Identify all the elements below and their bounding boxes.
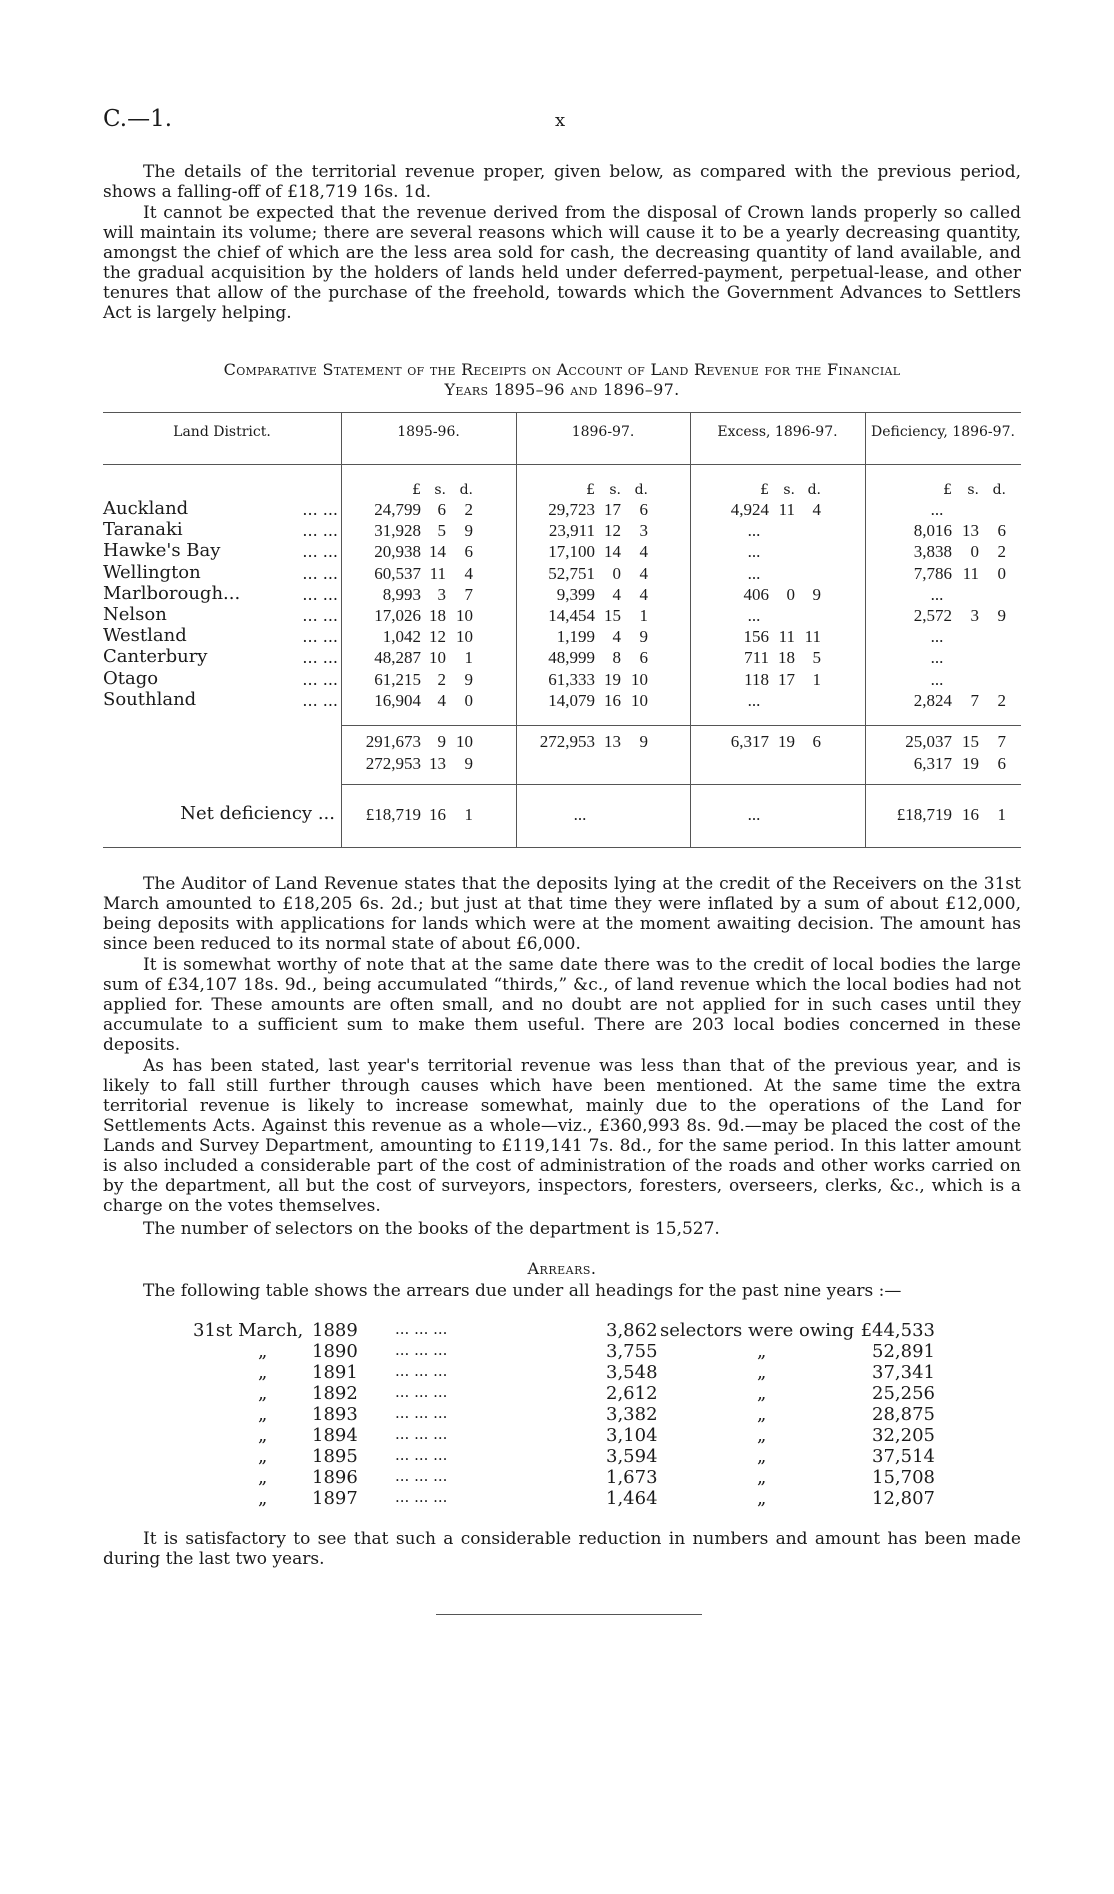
table-bottom-rule	[103, 847, 1021, 848]
row-hawke-s-bay-1896-97-pence: 4	[639, 542, 648, 562]
arrears-ditto: „	[258, 1341, 268, 1362]
row-auckland-1896-97-shillings: 17	[604, 500, 621, 519]
arrears-selectors: 3,594	[606, 1446, 658, 1467]
row-auckland-dots: ... ...	[302, 500, 338, 519]
arrears-conclusion: It is satisfactory to see that such a considerable reduction in numbers and amount has been made during the last two years.	[103, 1529, 1021, 1569]
total-1895-96-pence: 10	[456, 732, 473, 751]
row-westland-district: Westland	[103, 625, 187, 647]
less-excess-shillings: 19	[962, 754, 979, 773]
row-nelson-excess-blank: ...	[747, 606, 761, 625]
header-deficiency: Deficiency, 1896-97.	[871, 424, 1015, 440]
row-southland-deficiency-pence: 2	[997, 690, 1006, 710]
unit-pence: d.	[992, 482, 1006, 498]
row-marlborough-1895-96-pence: 7	[464, 584, 473, 604]
row-otago-1895-96-shillings: 2	[437, 669, 446, 689]
arrears-selectors: 3,755	[606, 1341, 658, 1362]
arrears-dots: ... ... ...	[395, 1467, 448, 1485]
row-southland-deficiency-shillings: 7	[970, 690, 979, 710]
row-southland-deficiency-pounds: 2,824	[913, 690, 952, 710]
row-southland-1896-97-pence: 10	[631, 690, 648, 710]
arrears-selectors: 2,612	[606, 1383, 658, 1404]
row-westland-1895-96-pounds: 1,042	[382, 627, 421, 647]
row-nelson-1896-97-shillings: 15	[604, 606, 621, 625]
less-1896-97-shillings: 13	[429, 754, 446, 773]
row-southland-1895-96-pence: 0	[464, 690, 473, 710]
row-taranaki-1896-97-pence: 3	[639, 521, 648, 541]
row-southland-1895-96-pounds: 16,904	[374, 690, 421, 710]
net-excess-blank: ...	[747, 805, 761, 824]
total-1895-96-shillings: 9	[437, 732, 446, 751]
unit-shilling: s.	[967, 482, 979, 498]
row-westland-1896-97-pence: 9	[639, 627, 648, 647]
net-deficiency-label: Net deficiency ...	[180, 803, 335, 824]
arrears-ditto: „	[757, 1425, 767, 1446]
row-otago-dots: ... ...	[302, 669, 338, 689]
arrears-selectors: 3,548	[606, 1362, 658, 1383]
row-auckland-1895-96-shillings: 6	[437, 500, 446, 519]
net-1895-96-shillings: 16	[429, 805, 446, 824]
header-excess: Excess, 1896-97.	[717, 424, 838, 440]
intro-paragraph-2: It cannot be expected that the revenue derived from the disposal of Crown lands properly so called will maintain its volume; there are several reasons which will cause it to be a yearly decreasing quantity, amongst the chief of which are the less area sold for cash, the decreasing quantity of land available, and the gradual acquisition by the holders of lands held under deferred-payment, perpetual-lease, and other tenures that allow of the purchase of the freehold, towards which the Government Advances to Settlers Act is largely helping.	[103, 203, 1021, 323]
arrears-ditto: „	[258, 1488, 268, 1509]
arrears-prefix: 31st March,	[193, 1320, 304, 1341]
row-wellington-1896-97-pounds: 52,751	[548, 563, 595, 583]
row-auckland-district: Auckland	[103, 498, 189, 519]
arrears-amount: 28,875	[872, 1404, 935, 1425]
arrears-ditto: „	[258, 1404, 268, 1425]
row-southland-district: Southland	[103, 688, 197, 710]
closing-rule	[436, 1614, 702, 1615]
less-1896-97-pounds: 272,953	[365, 754, 421, 773]
row-nelson-1896-97-pence: 1	[639, 606, 648, 625]
arrears-year: 1890	[312, 1341, 358, 1362]
arrears-ditto: „	[258, 1383, 268, 1404]
row-nelson-dots: ... ...	[302, 606, 338, 625]
row-marlborough-1896-97-pounds: 9,399	[556, 584, 595, 604]
total-1896-97-shillings: 13	[604, 732, 621, 751]
row-auckland-excess-pence: 4	[812, 500, 821, 519]
row-taranaki-1896-97-shillings: 12	[604, 521, 621, 541]
arrears-dots: ... ... ...	[395, 1320, 448, 1338]
row-marlborough-excess-pounds: 406	[743, 584, 769, 604]
land-revenue-table	[103, 412, 1021, 848]
row-westland-excess-pence: 11	[804, 627, 821, 647]
row-canterbury-1895-96-pounds: 48,287	[374, 648, 421, 668]
row-hawke-s-bay-1896-97-pounds: 17,100	[548, 542, 595, 562]
net-deficiency-pence: 1	[997, 805, 1006, 824]
net-1895-96-pence: 1	[464, 805, 473, 824]
row-hawke-s-bay-1896-97-shillings: 14	[604, 542, 621, 562]
row-taranaki-deficiency-pence: 6	[997, 521, 1006, 541]
row-canterbury-1895-96-pence: 1	[464, 648, 473, 668]
row-wellington-deficiency-pence: 0	[997, 563, 1006, 583]
row-hawke-s-bay-district: Hawke's Bay	[103, 540, 221, 562]
row-southland-dots: ... ...	[302, 690, 338, 710]
arrears-ditto: „	[258, 1362, 268, 1383]
row-hawke-s-bay-excess-blank: ...	[747, 542, 761, 562]
row-westland-1896-97-pounds: 1,199	[556, 627, 595, 647]
row-taranaki-dots: ... ...	[302, 521, 338, 541]
row-otago-1896-97-shillings: 19	[604, 669, 621, 689]
row-hawke-s-bay-dots: ... ...	[302, 542, 338, 562]
row-wellington-deficiency-pounds: 7,786	[913, 563, 952, 583]
unit-shilling: s.	[434, 482, 446, 498]
row-canterbury-1896-97-pounds: 48,999	[548, 648, 595, 668]
total-1896-97-pence: 9	[639, 732, 648, 751]
arrears-ditto: „	[258, 1446, 268, 1467]
row-wellington-1896-97-shillings: 0	[612, 563, 621, 583]
arrears-amount: 15,708	[872, 1467, 935, 1488]
arrears-selectors: 1,464	[606, 1488, 658, 1509]
row-hawke-s-bay-deficiency-shillings: 0	[970, 542, 979, 562]
table-column-divider	[865, 412, 866, 848]
unit-shilling: s.	[783, 482, 795, 498]
unit-pound: £	[586, 482, 595, 498]
arrears-amount: 25,256	[872, 1383, 935, 1404]
arrears-selectors: 3,104	[606, 1425, 658, 1446]
row-nelson-1896-97-pounds: 14,454	[548, 606, 595, 625]
less-excess-pounds: 6,317	[913, 754, 952, 773]
header-1896-97: 1896-97.	[571, 424, 635, 440]
unit-shilling: s.	[609, 482, 621, 498]
row-wellington-excess-blank: ...	[747, 563, 761, 583]
arrears-selectors: 3,382	[606, 1404, 658, 1425]
row-nelson-district: Nelson	[103, 604, 167, 625]
row-nelson-deficiency-pence: 9	[997, 606, 1006, 625]
row-southland-1896-97-shillings: 16	[604, 690, 621, 710]
arrears-ditto: „	[258, 1425, 268, 1446]
row-southland-1896-97-pounds: 14,079	[548, 690, 595, 710]
row-taranaki-deficiency-shillings: 13	[962, 521, 979, 541]
row-canterbury-excess-pence: 5	[812, 648, 821, 668]
table-top-rule	[103, 412, 1021, 413]
body-paragraph-4: The number of selectors on the books of the department is 15,527.	[143, 1219, 720, 1239]
row-otago-excess-pence: 1	[812, 669, 821, 689]
page-number: x	[555, 110, 566, 131]
arrears-year: 1893	[312, 1404, 358, 1425]
row-marlborough-1895-96-shillings: 3	[437, 584, 446, 604]
arrears-dots: ... ... ...	[395, 1425, 448, 1443]
row-taranaki-excess-blank: ...	[747, 521, 761, 541]
unit-pound: £	[943, 482, 952, 498]
arrears-year: 1896	[312, 1467, 358, 1488]
row-marlborough-excess-pence: 9	[812, 584, 821, 604]
total-deficiency-pence: 7	[997, 732, 1006, 751]
arrears-dots: ... ... ...	[395, 1362, 448, 1380]
row-taranaki-deficiency-pounds: 8,016	[913, 521, 952, 541]
arrears-dots: ... ... ...	[395, 1488, 448, 1506]
row-otago-excess-shillings: 17	[778, 669, 795, 689]
total-excess-pounds: 6,317	[730, 732, 769, 751]
total-deficiency-shillings: 15	[962, 732, 979, 751]
row-otago-deficiency-blank: ...	[930, 669, 944, 689]
row-southland-excess-blank: ...	[747, 690, 761, 710]
body-paragraph-1: The Auditor of Land Revenue states that the deposits lying at the credit of the Receivers on the 31st March amounted to £18,205 6s. 2d.; but just at that time they were inflated by a sum of about £12,000, being deposits with applications for lands which were at the moment awaiting decision. The amount has since been reduced to its normal state of about £6,000.	[103, 874, 1021, 954]
row-hawke-s-bay-1895-96-shillings: 14	[429, 542, 446, 562]
row-auckland-1895-96-pence: 2	[464, 500, 473, 519]
header-land-district: Land District.	[173, 424, 271, 440]
arrears-year: 1892	[312, 1383, 358, 1404]
row-canterbury-1895-96-shillings: 10	[429, 648, 446, 668]
arrears-ditto: „	[757, 1446, 767, 1467]
row-marlborough-district: Marlborough...	[103, 582, 241, 604]
row-auckland-1895-96-pounds: 24,799	[374, 500, 421, 519]
arrears-year: 1889	[312, 1320, 358, 1341]
arrears-amount: 12,807	[872, 1488, 935, 1509]
arrears-ditto: „	[757, 1362, 767, 1383]
row-wellington-1895-96-shillings: 11	[429, 563, 446, 583]
row-canterbury-deficiency-blank: ...	[930, 648, 944, 668]
document-code: C.—1.	[103, 106, 173, 132]
total-deficiency-pounds: 25,037	[905, 732, 952, 751]
row-westland-excess-shillings: 11	[778, 627, 795, 647]
table-caption-line-1: Comparative Statement of the Receipts on Account of Land Revenue for the Financial	[223, 360, 901, 379]
arrears-year: 1894	[312, 1425, 358, 1446]
arrears-year: 1897	[312, 1488, 358, 1509]
arrears-dots: ... ... ...	[395, 1446, 448, 1464]
row-canterbury-district: Canterbury	[103, 646, 208, 668]
row-westland-excess-pounds: 156	[743, 627, 769, 647]
arrears-year: 1895	[312, 1446, 358, 1467]
row-westland-1895-96-shillings: 12	[429, 627, 446, 647]
row-wellington-1895-96-pence: 4	[464, 563, 473, 583]
row-otago-1896-97-pence: 10	[631, 669, 648, 689]
total-excess-shillings: 19	[778, 732, 795, 751]
row-hawke-s-bay-deficiency-pounds: 3,838	[913, 542, 952, 562]
arrears-ditto: „	[757, 1467, 767, 1488]
row-marlborough-excess-shillings: 0	[786, 584, 795, 604]
row-auckland-1896-97-pounds: 29,723	[548, 500, 595, 519]
arrears-ditto: „	[757, 1488, 767, 1509]
row-otago-district: Otago	[103, 667, 159, 689]
row-nelson-deficiency-shillings: 3	[970, 606, 979, 625]
row-marlborough-1896-97-pence: 4	[639, 584, 648, 604]
row-canterbury-dots: ... ...	[302, 648, 338, 668]
arrears-intro: The following table shows the arrears due under all headings for the past nine years :—	[143, 1281, 902, 1301]
table-header-rule	[103, 464, 1021, 465]
row-auckland-excess-shillings: 11	[778, 500, 795, 519]
row-auckland-deficiency-blank: ...	[930, 500, 944, 519]
row-westland-1895-96-pence: 10	[456, 627, 473, 647]
row-otago-1895-96-pounds: 61,215	[374, 669, 421, 689]
row-marlborough-deficiency-blank: ...	[930, 584, 944, 604]
row-wellington-dots: ... ...	[302, 563, 338, 583]
row-nelson-deficiency-pounds: 2,572	[913, 606, 952, 625]
row-canterbury-excess-shillings: 18	[778, 648, 795, 668]
arrears-ditto: „	[757, 1383, 767, 1404]
row-marlborough-1896-97-shillings: 4	[612, 584, 621, 604]
row-hawke-s-bay-1895-96-pence: 6	[464, 542, 473, 562]
net-deficiency-shillings: 16	[962, 805, 979, 824]
arrears-amount: 52,891	[872, 1341, 935, 1362]
row-westland-dots: ... ...	[302, 627, 338, 647]
arrears-amount: £44,533	[860, 1320, 935, 1341]
arrears-dots: ... ... ...	[395, 1383, 448, 1401]
row-nelson-1895-96-pence: 10	[456, 606, 473, 625]
arrears-dots: ... ... ...	[395, 1404, 448, 1422]
net-deficiency-pounds: £18,719	[896, 805, 952, 824]
body-paragraph-2: It is somewhat worthy of note that at the same date there was to the credit of local bodies the large sum of £34,107 18s. 9d., being accumulated “thirds,” &c., of land revenue which the local bodies had not applied for. These amounts are often small, and no doubt are not applied for in such cases until they accumulate to a sufficient sum to make them useful. There are 203 local bodies concerned in these deposits.	[103, 955, 1021, 1055]
arrears-ditto: „	[757, 1341, 767, 1362]
intro-paragraph-1: The details of the territorial revenue proper, given below, as compared with the previous period, shows a falling-off of £18,719 16s. 1d.	[103, 162, 1021, 202]
row-nelson-1895-96-pounds: 17,026	[374, 606, 421, 625]
unit-pence: d.	[807, 482, 821, 498]
row-auckland-1896-97-pence: 6	[639, 500, 648, 519]
row-westland-deficiency-blank: ...	[930, 627, 944, 647]
table-caption	[103, 360, 1021, 400]
total-excess-pence: 6	[812, 732, 821, 751]
arrears-ditto: „	[258, 1467, 268, 1488]
row-hawke-s-bay-1895-96-pounds: 20,938	[374, 542, 421, 562]
header-1895-96: 1895-96.	[397, 424, 460, 440]
row-otago-1896-97-pounds: 61,333	[548, 669, 595, 689]
row-taranaki-1895-96-pence: 9	[464, 521, 473, 541]
row-canterbury-excess-pounds: 711	[744, 648, 769, 668]
row-taranaki-1896-97-pounds: 23,911	[548, 521, 595, 541]
total-1895-96-pounds: 291,673	[365, 732, 421, 751]
row-hawke-s-bay-deficiency-pence: 2	[997, 542, 1006, 562]
row-marlborough-1895-96-pounds: 8,993	[382, 584, 421, 604]
row-nelson-1895-96-shillings: 18	[429, 606, 446, 625]
row-canterbury-1896-97-pence: 6	[639, 648, 648, 668]
net-1895-96-pounds: £18,719	[365, 805, 421, 824]
row-taranaki-district: Taranaki	[103, 519, 183, 541]
unit-pound: £	[760, 482, 769, 498]
body-paragraph-3: As has been stated, last year's territorial revenue was less than that of the previous year, and is likely to fall still further through causes which have been mentioned. At the same time the extra territorial revenue is likely to increase somewhat, mainly due to the operations of the Land for Settlements Acts. Against this revenue as a whole—viz., £360,993 8s. 9d.—may be placed the cost of the Lands and Survey Department, amounting to £119,141 7s. 8d., for the same period. In this latter amount is also included a considerable part of the cost of administration of the roads and other works carried on by the department, all but the cost of surveyors, inspectors, foresters, overseers, clerks, &c., which is a charge on the votes themselves.	[103, 1056, 1021, 1216]
arrears-year: 1891	[312, 1362, 358, 1383]
arrears-selectors: 3,862	[606, 1320, 658, 1341]
row-canterbury-1896-97-shillings: 8	[612, 648, 621, 668]
row-southland-1895-96-shillings: 4	[437, 690, 446, 710]
unit-pence: d.	[459, 482, 473, 498]
less-1896-97-pence: 9	[464, 754, 473, 773]
table-caption-line-2: Years 1895–96 and 1896–97.	[444, 380, 680, 399]
row-marlborough-dots: ... ...	[302, 584, 338, 604]
arrears-amount: 37,341	[872, 1362, 935, 1383]
arrears-heading: Arrears.	[527, 1259, 597, 1278]
arrears-amount: 32,205	[872, 1425, 935, 1446]
table-net-rule	[341, 784, 1021, 785]
row-taranaki-1895-96-pounds: 31,928	[374, 521, 421, 541]
row-wellington-1895-96-pounds: 60,537	[374, 563, 421, 583]
row-auckland-excess-pounds: 4,924	[730, 500, 769, 519]
unit-pence: d.	[634, 482, 648, 498]
row-wellington-deficiency-shillings: 11	[962, 563, 979, 583]
less-excess-pence: 6	[997, 754, 1006, 773]
row-wellington-1896-97-pence: 4	[639, 563, 648, 583]
row-wellington-district: Wellington	[103, 561, 201, 583]
arrears-selectors: 1,673	[606, 1467, 658, 1488]
arrears-ditto: „	[757, 1404, 767, 1425]
row-taranaki-1895-96-shillings: 5	[437, 521, 446, 541]
row-westland-1896-97-shillings: 4	[612, 627, 621, 647]
unit-pound: £	[412, 482, 421, 498]
net-1896-97-blank: ...	[573, 805, 587, 824]
arrears-dots: ... ... ...	[395, 1341, 448, 1359]
arrears-amount: 37,514	[872, 1446, 935, 1467]
row-otago-1895-96-pence: 9	[464, 669, 473, 689]
total-1896-97-pounds: 272,953	[539, 732, 595, 751]
arrears-selectors-owing: selectors were owing	[660, 1320, 855, 1341]
row-otago-excess-pounds: 118	[744, 669, 769, 689]
table-totals-rule	[341, 725, 1021, 726]
